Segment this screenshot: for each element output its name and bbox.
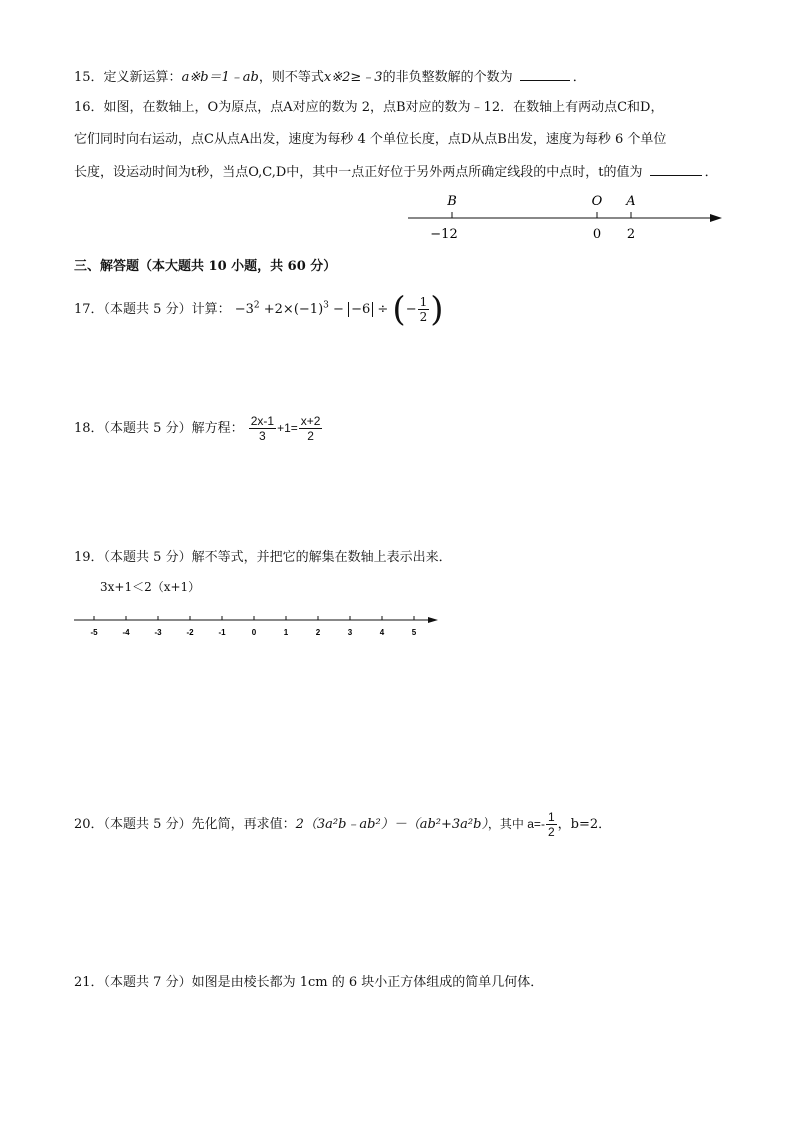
left-paren-icon: ( [392,289,406,330]
label-b: B [447,194,457,209]
tick-label: 3 [347,628,353,637]
q18-rhs-den: 2 [307,429,314,443]
q17-exp-1: 2 [253,300,260,311]
arrow-head-icon [710,214,722,222]
q16-line-3: 长度，设运动时间为t秒，当点O,C,D中，其中一点正好位于另外两点所确定线段的中点时，t的值为 [74,165,643,180]
tick-label: 2 [315,628,321,637]
q19-inequality: 3x+1＜2（x+1） [100,580,201,594]
question-16-line-2 [74,130,666,150]
q17-term-3: (−1) [293,302,324,317]
q17-frac-num: 1 [419,295,428,309]
q20-fraction [546,810,557,839]
q18-plus-one: +1= [277,421,298,435]
arrow-head-icon [428,617,438,623]
value-2: 2 [626,227,636,242]
q17-minus: − [333,302,344,317]
q17-divide: ÷ [377,302,389,317]
tick-label: 5 [411,628,417,637]
q17-term-1: −3 [234,302,254,317]
question-16-line-3 [74,161,718,183]
number-line-figure-19 [70,610,442,642]
q17-term-2: +2× [263,302,294,317]
q17-fraction [418,295,430,324]
q18-lhs-num: 2x-1 [250,414,275,428]
q18-lhs-den: 3 [259,429,266,443]
tick-label: -1 [218,628,226,637]
question-20 [74,804,611,844]
q20-frac-num: 1 [547,810,555,824]
tick-label: 1 [283,628,289,637]
number-line-figure-16 [400,188,730,244]
q17-absolute-value [348,302,373,317]
q18-label: 18．（本题共 5 分）解方程： [74,421,244,436]
question-21: 21．（本题共 7 分）如图是由棱长都为 1cm 的 6 块小正方体组成的简单几何体． [74,975,544,990]
q17-label: 17．（本题共 5 分）计算： [74,302,231,317]
q18-rhs-fraction [299,414,323,443]
tick-label: 4 [379,628,385,637]
q19-label: 19．（本题共 5 分）解不等式，并把它的解集在数轴上表示出来． [74,550,452,565]
q20-frac-den: 2 [547,825,555,839]
answer-blank-16[interactable] [650,161,702,176]
tick-label: 0 [251,628,257,637]
q15-end: ． [572,70,586,85]
q15-text-mid: ，则不等式 [258,70,324,85]
tick-group [90,616,416,637]
q18-lhs-fraction [249,414,276,443]
q17-abs-inner: −6 [351,302,371,317]
question-15 [74,66,586,88]
q16-line-2: 它们同时向右运动，点C从点A出发，速度为每秒 4 个单位长度，点D从点B出发，速度为每秒 6 个单位 [74,132,667,147]
q17-exp-3: 3 [323,300,329,311]
q16-line-1: 如图，在数轴上，O为原点，点A对应的数为 2，点B对应的数为﹣12．在数轴上有两动点C和D， [103,100,664,115]
q20-end: ，b=2． [557,817,612,832]
value-0: 0 [592,227,602,242]
q15-inequality: x※2≥﹣3 [323,70,383,85]
tick-label: -2 [186,628,194,637]
question-17 [74,290,444,330]
q15-definition: a※b＝1﹣ab [181,70,259,85]
section-heading-3: 三、解答题（本大题共 10 小题，共 60 分） [74,259,337,274]
q20-label: 20．（本题共 5 分）先化简，再求值： [74,817,296,832]
tick-label: -4 [122,628,130,637]
question-16-line-1 [74,98,663,118]
q15-text-pre: 定义新运算： [103,70,182,85]
tick-label: -3 [154,628,162,637]
question-number: 15． [74,70,104,85]
q18-rhs-num: x+2 [300,414,321,428]
answer-blank-15[interactable] [520,66,570,81]
tick-label: -5 [90,628,98,637]
label-o: O [591,194,603,209]
q20-expression: 2（3a²b﹣ab²）－（ab²+3a²b） [295,817,488,832]
question-18 [74,408,323,448]
q20-where: ，其中 a=- [487,817,545,831]
right-paren-icon: ) [430,289,444,330]
q16-end: ． [704,165,718,180]
question-19 [74,548,452,568]
q17-neg-sign: − [405,302,417,317]
value-minus-12: −12 [430,227,458,242]
q15-text-post: 的非负整数解的个数为 [382,70,513,85]
question-number: 16． [74,100,104,115]
q17-frac-den: 2 [419,310,428,324]
label-a: A [626,194,636,209]
